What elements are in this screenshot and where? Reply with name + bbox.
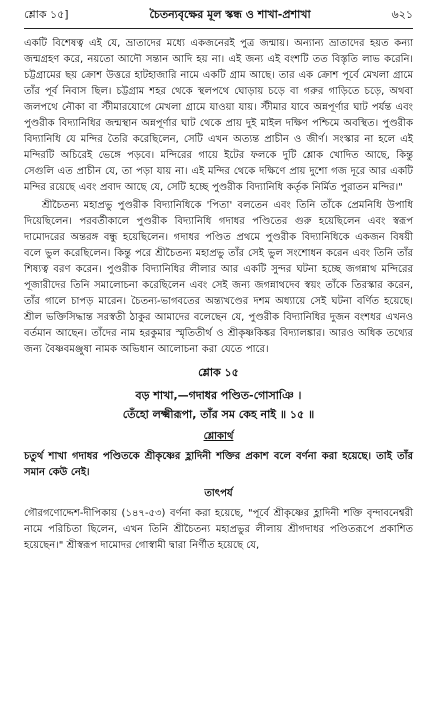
verse-heading: শ্লোক ১৫	[198, 366, 239, 379]
purport-heading: তাৎপর্য	[204, 488, 233, 499]
body-paragraph: একটি বিশেষত্ব এই যে, ভ্রাতাদের মধ্যে একজনেরই পুত্র জন্মায়। অন্যান্য ভ্রাতাদের হয়ত কন্যা জন্মগ্রহণ করে, নয়তো আদৌ সন্তান আদি হয় না। এই জন্য এই বংশটি তত বিস্তৃতি লাভ করেনি। চট্টগ্রামের ছয় ক্রোশ উত্তরে হাটহাজারি নামে একটি গ্রাম আছে। তার এক ক্রোশ পূর্বে মেখলা গ্রামে তাঁর পূর্ব নিবাস ছিল। চট্টগ্রাম শহর থেকে স্থলপথে ঘোড়ায় চড়ে বা গরুর গাড়িতে চড়ে, অথবা জলপথে নৌকা বা স্টীমারযোগে মেখলা গ্রামে যাওয়া যায়। স্টীমার যাবে অন্নপূর্ণার ঘাট পর্যন্ত এবং পুণ্ডরীক বিদ্যানিধির জন্মস্থান অন্নপূর্ণার ঘাট থেকে প্রায় দুই মাইল দক্ষিণ পশ্চিমে অবস্থিত। পুণ্ডরীক বিদ্যানিধি যে মন্দির তৈরি করেছিলেন, সেটি এখন অত্যন্ত প্রাচীন ও জীর্ণ। সংস্কার না হলে এই মন্দিরটি অচিরেই ভেঙ্গে পড়বে। মন্দিরের গায়ে ইটের ফলকে দুটি শ্লোক খোদিত আছে, কিন্তু সেগুলি এত প্রাচীন যে, তা পড়া যায় না। এই মন্দির থেকে দক্ষিণে প্রায় দুশো গজ দূরে আর একটি মন্দির রয়েছে এবং প্রবাদ আছে যে, সেটি হচ্ছে পুণ্ডরীক বিদ্যানিধি কর্তৃক নির্মিত পুরাতন মন্দির।"	[24, 38, 413, 193]
purport-text: গৌরগণোদ্দেশ-দীপিকায় (১৪৭-৫৩) বর্ণনা করা হয়েছে, "পূর্বে শ্রীকৃষ্ণের হ্লাদিনী শক্তি বৃন্দাবনেশ্বরী নামে পরিচিতা ছিলেন, এখন তিনি শ্রীচৈতন্য মহাপ্রভুর লীলায় শ্রীগদাধর পণ্ডিতরূপে প্রকাশিত হয়েছেন।" শ্রীস্বরূপ দামোদর গোস্বামী দ্বারা নির্ণীত হয়েছে যে,	[24, 508, 413, 551]
body-paragraph: শ্রীচৈতন্য মহাপ্রভু পুণ্ডরীক বিদ্যানিধিকে 'পিতা' বলতেন এবং তিনি তাঁকে প্রেমনিধি উপাধি দিয়েছিলেন। পরবর্তীকালে পুণ্ডরীক বিদ্যানিধি গদাধর পণ্ডিতের গুরু হয়েছিলেন এবং স্বরূপ দামোদরের অন্তরঙ্গ বন্ধু হয়েছিলেন। গদাধর পণ্ডিত প্রথমে পুণ্ডরীক বিদ্যানিধিকে একজন বিষয়ী বলে ভুল করেছিলেন। কিন্তু পরে শ্রীচৈতন্য মহাপ্রভু তাঁর সেই ভুল সংশোধন করেন এবং তিনি তাঁর শিষ্যত্ব বরণ করেন। পুণ্ডরীক বিদ্যানিধির লীলার আর একটি সুন্দর ঘটনা হচ্ছে জগন্নাথ মন্দিরের পূজারীদের তিনি সমালোচনা করেছিলেন এবং সেই জন্য জগন্নাথদেব স্বয়ং তাঁকে তিরস্কার করেন, তাঁর গালে চাপড় মারেন। চৈতন্য-ভাগবতের অন্ত্যখণ্ডের দশম অধ্যায়ে সেই ঘটনা বর্ণিত হয়েছে। শ্রীল ভক্তিসিদ্ধান্ত সরস্বতী ঠাকুর আমাদের বলেছেন যে, পুণ্ডরীক বিদ্যানিধির দুজন বংশধর এখনও বর্তমান আছেন। তাঁদের নাম হরকুমার স্মৃতিতীর্থ ও শ্রীকৃষ্ণকিঙ্কর বিদ্যালঙ্কার। আরও অধিক তথ্যের জন্য বৈষ্ণবমঞ্জুষা নামক অভিধান আলোচনা করা যেতে পারে।	[24, 200, 413, 355]
header-verse-ref: শ্লোক ১৫]	[24, 8, 69, 21]
translation-text: চতুর্থ শাখা গদাধর পণ্ডিতকে শ্রীকৃষ্ণের হ্লাদিনী শক্তির প্রকাশ বলে বর্ণনা করা হয়েছে। তাই তাঁর সমান কেউ নেই।	[24, 451, 413, 478]
translation-heading: শ্লোকার্থ	[203, 431, 234, 442]
header-title: চৈতন্যবৃক্ষের মূল স্কন্ধ ও শাখা-প্রশাখা	[149, 8, 311, 21]
verse-line-2: তেঁহো লক্ষ্মীরূপা, তাঁর সম কেহ নাই ॥ ১৫ ॥	[122, 408, 315, 421]
page-header	[24, 6, 413, 29]
verse-line-1: বড় শাখা,—গদাধর পণ্ডিত-গোসাঞি ।	[135, 389, 302, 402]
header-page-number: ৬২১	[391, 8, 413, 21]
